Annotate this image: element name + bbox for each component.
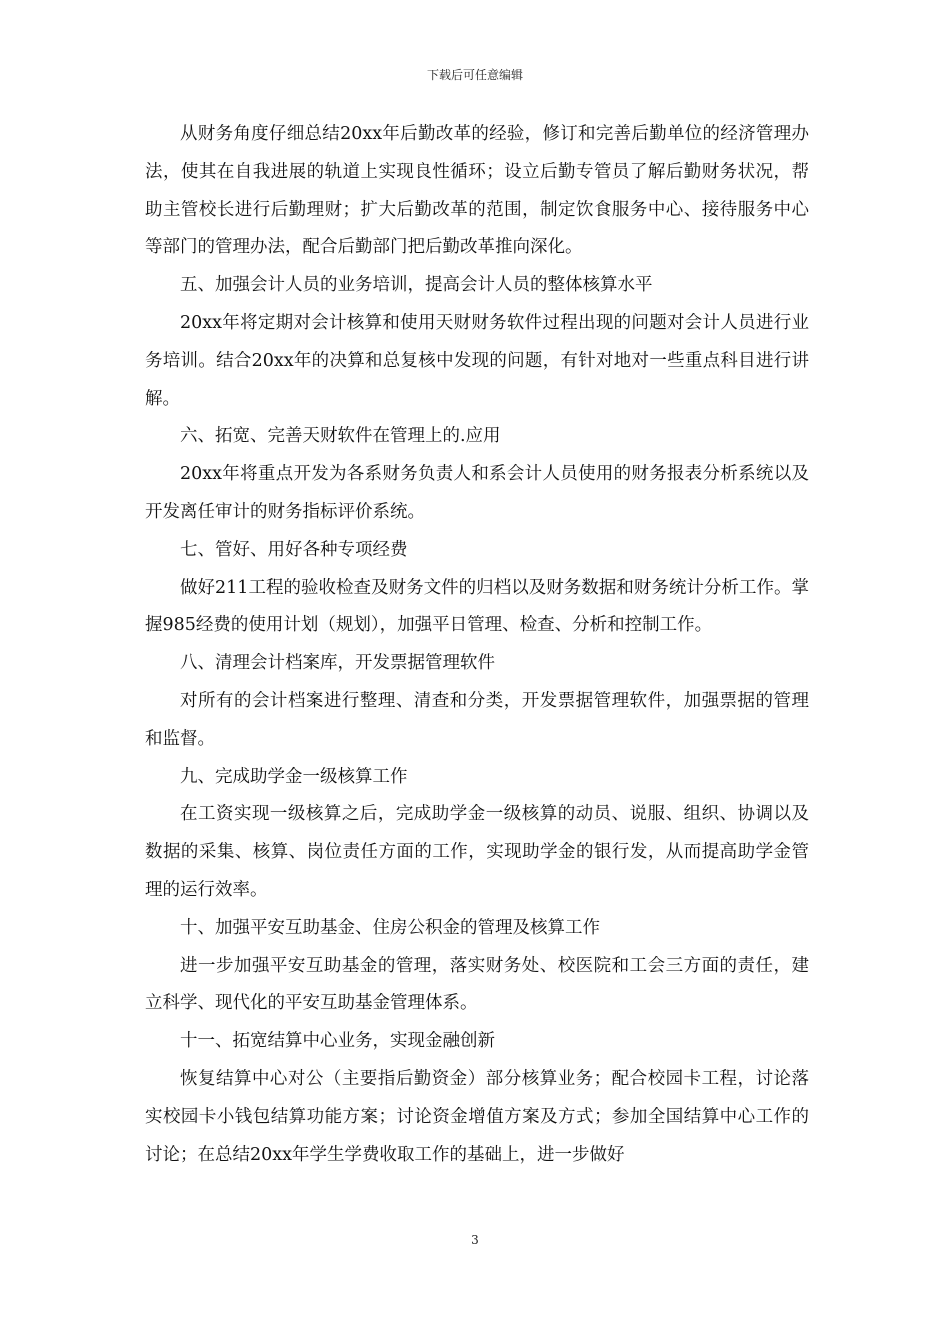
paragraph: 恢复结算中心对公（主要指后勤资金）部分核算业务；配合校园卡工程，讨论落实校园卡小钱包结算功能方案；讨论资金增值方案及方式；参加全国结算中心工作的讨论；在总结20xx年学生学费收取工作的基础上，进一步做好 [145, 1068, 809, 1165]
paragraph: 进一步加强平安互助基金的管理，落实财务处、校医院和工会三方面的责任，建立科学、现代化的平安互助基金管理体系。 [145, 955, 809, 1014]
section-heading: 十一、拓宽结算中心业务，实现金融创新 [180, 1031, 495, 1052]
page-number: 3 [471, 1233, 479, 1247]
section-heading: 五、加强会计人员的业务培训，提高会计人员的整体核算水平 [180, 275, 653, 296]
paragraph: 对所有的会计档案进行整理、清查和分类，开发票据管理软件，加强票据的管理和监督。 [145, 690, 809, 749]
section-heading: 六、拓宽、完善天财软件在管理上的.应用 [180, 426, 501, 447]
section-heading: 九、完成助学金一级核算工作 [180, 766, 408, 787]
page-header: 下载后可任意编辑 [426, 68, 523, 82]
paragraph: 从财务角度仔细总结20xx年后勤改革的经验，修订和完善后勤单位的经济管理办法，使其在自我进展的轨道上实现良性循环；设立后勤专管员了解后勤财务状况，帮助主管校长进行后勤理财；扩大后勤改革的范围，制定饮食服务中心、接待服务中心等部门的管理办法，配合后勤部门把后勤改革推向深化。 [145, 124, 809, 258]
section-heading: 十、加强平安互助基金、住房公积金的管理及核算工作 [180, 917, 600, 938]
paragraph: 在工资实现一级核算之后，完成助学金一级核算的动员、说服、组织、协调以及数据的采集、核算、岗位责任方面的工作，实现助学金的银行发，从而提高助学金管理的运行效率。 [145, 804, 809, 900]
paragraph: 20xx年将定期对会计核算和使用天财财务软件过程出现的问题对会计人员进行业务培训。结合20xx年的决算和总复核中发现的问题，有针对地对一些重点科目进行讲解。 [145, 312, 809, 409]
section-heading: 七、管好、用好各种专项经费 [180, 539, 408, 560]
paragraph: 做好211工程的验收检查及财务文件的归档以及财务数据和财务统计分析工作。掌握985经费的使用计划（规划），加强平日管理、检查、分析和控制工作。 [145, 577, 809, 636]
section-heading: 八、清理会计档案库，开发票据管理软件 [180, 653, 495, 674]
paragraph: 20xx年将重点开发为各系财务负责人和系会计人员使用的财务报表分析系统以及开发离任审计的财务指标评价系统。 [145, 464, 809, 522]
document-body [145, 116, 809, 1174]
